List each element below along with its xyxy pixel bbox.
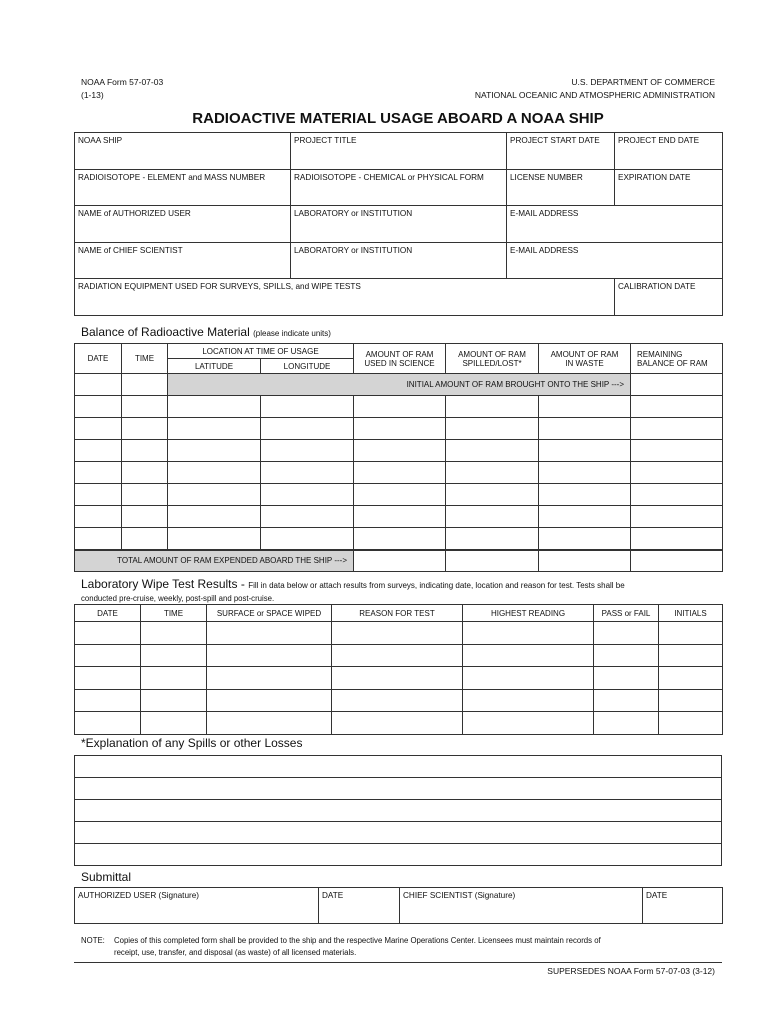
supersedes-text: SUPERSEDES NOAA Form 57-07-03 (3-12)	[547, 966, 715, 976]
note-line-2: receipt, use, transfer, and disposal (as waste) of all licensed materials.	[114, 948, 357, 957]
page-title: RADIOACTIVE MATERIAL USAGE ABOARD A NOAA SHIP	[192, 110, 604, 127]
email-field-1[interactable]: E-MAIL ADDRESS	[507, 206, 723, 243]
project-end-field[interactable]: PROJECT END DATE	[615, 133, 723, 170]
authorized-signature-field[interactable]: AUTHORIZED USER (Signature)	[75, 888, 319, 924]
table-row	[75, 667, 723, 690]
table-row	[75, 689, 723, 712]
chief-date-field[interactable]: DATE	[643, 888, 723, 924]
table-row	[75, 484, 723, 506]
wipe-heading: Laboratory Wipe Test Results - Fill in data below or attach results from surveys, indicating date, location and reason for test. Tests shall be	[81, 577, 625, 591]
ram-cell[interactable]	[122, 374, 168, 396]
table-row	[75, 418, 723, 440]
email-field-2[interactable]: E-MAIL ADDRESS	[507, 242, 723, 279]
expiration-date-field[interactable]: EXPIRATION DATE	[615, 169, 723, 206]
wipe-col-time: TIME	[141, 605, 207, 622]
radioisotope-element-field[interactable]: RADIOISOTOPE - ELEMENT and MASS NUMBER	[75, 169, 291, 206]
radioisotope-chemical-field[interactable]: RADIOISOTOPE - CHEMICAL or PHYSICAL FORM	[291, 169, 507, 206]
table-row	[75, 712, 723, 735]
col-location: LOCATION AT TIME OF USAGE	[168, 344, 354, 359]
table-row	[75, 396, 723, 418]
explanation-line[interactable]	[75, 822, 722, 844]
wipe-col-date: DATE	[75, 605, 141, 622]
form-number: NOAA Form 57-07-03	[81, 77, 164, 87]
table-row	[75, 440, 723, 462]
col-longitude: LONGITUDE	[261, 359, 354, 374]
table-row	[75, 506, 723, 528]
noaa-ship-field[interactable]: NOAA SHIP	[75, 133, 291, 170]
chief-signature-field[interactable]: CHIEF SCIENTIST (Signature)	[400, 888, 643, 924]
explanation-heading: *Explanation of any Spills or other Losses	[81, 736, 303, 750]
explanation-line[interactable]	[75, 778, 722, 800]
wipe-col-initials: INITIALS	[659, 605, 723, 622]
administration: NATIONAL OCEANIC AND ATMOSPHERIC ADMINISTRATION	[474, 90, 715, 100]
wipe-col-reading: HIGHEST READING	[463, 605, 594, 622]
total-remaining-field[interactable]	[631, 550, 723, 572]
footer-divider	[74, 962, 722, 963]
explanation-table	[74, 755, 722, 866]
wipe-table	[74, 604, 723, 735]
note-label: NOTE:	[81, 936, 105, 945]
col-latitude: LATITUDE	[168, 359, 261, 374]
table-row	[75, 622, 723, 645]
submittal-heading: Submittal	[81, 870, 132, 884]
explanation-line[interactable]	[75, 756, 722, 778]
lab-field-1[interactable]: LABORATORY or INSTITUTION	[291, 206, 507, 243]
lab-field-2[interactable]: LABORATORY or INSTITUTION	[291, 242, 507, 279]
col-time: TIME	[122, 344, 168, 374]
table-row	[75, 528, 723, 550]
total-expended-label: TOTAL AMOUNT OF RAM EXPENDED ABOARD THE SHIP --->	[75, 550, 354, 572]
wipe-note: conducted pre-cruise, weekly, post-spill and post-cruise.	[81, 594, 275, 603]
col-date: DATE	[75, 344, 122, 374]
ram-cell[interactable]	[75, 374, 122, 396]
col-science: AMOUNT OF RAM USED IN SCIENCE	[354, 344, 446, 374]
total-science-field[interactable]	[354, 550, 446, 572]
license-number-field[interactable]: LICENSE NUMBER	[507, 169, 615, 206]
calibration-date-field[interactable]: CALIBRATION DATE	[615, 279, 723, 316]
col-spilled: AMOUNT OF RAM SPILLED/LOST*	[446, 344, 539, 374]
wipe-col-pass: PASS or FAIL	[594, 605, 659, 622]
wipe-col-surface: SURFACE or SPACE WIPED	[207, 605, 332, 622]
project-start-field[interactable]: PROJECT START DATE	[507, 133, 615, 170]
table-row	[75, 462, 723, 484]
initial-amount-field[interactable]	[631, 374, 723, 396]
table-row	[75, 644, 723, 667]
radiation-equipment-field[interactable]: RADIATION EQUIPMENT USED FOR SURVEYS, SPILLS, and WIPE TESTS	[75, 279, 615, 316]
explanation-line[interactable]	[75, 844, 722, 866]
total-waste-field[interactable]	[539, 550, 631, 572]
project-title-field[interactable]: PROJECT TITLE	[291, 133, 507, 170]
col-remaining: REMAINING BALANCE OF RAM	[631, 344, 723, 374]
authorized-user-field[interactable]: NAME of AUTHORIZED USER	[75, 206, 291, 243]
form-date: (1-13)	[81, 90, 104, 100]
explanation-line[interactable]	[75, 800, 722, 822]
authorized-date-field[interactable]: DATE	[319, 888, 400, 924]
chief-scientist-field[interactable]: NAME of CHIEF SCIENTIST	[75, 242, 291, 279]
submittal-table	[74, 887, 723, 924]
initial-amount-label: INITIAL AMOUNT OF RAM BROUGHT ONTO THE SHIP --->	[168, 374, 631, 396]
total-spilled-field[interactable]	[446, 550, 539, 572]
col-waste: AMOUNT OF RAM IN WASTE	[539, 344, 631, 374]
balance-heading: Balance of Radioactive Material (please indicate units)	[81, 325, 331, 339]
note-line-1: Copies of this completed form shall be provided to the ship and the respective Marine Operations Center. Licensees must maintain records of	[114, 936, 601, 945]
ram-table	[74, 343, 723, 572]
wipe-col-reason: REASON FOR TEST	[332, 605, 463, 622]
info-table	[74, 132, 723, 316]
department: U.S. DEPARTMENT OF COMMERCE	[571, 77, 715, 87]
